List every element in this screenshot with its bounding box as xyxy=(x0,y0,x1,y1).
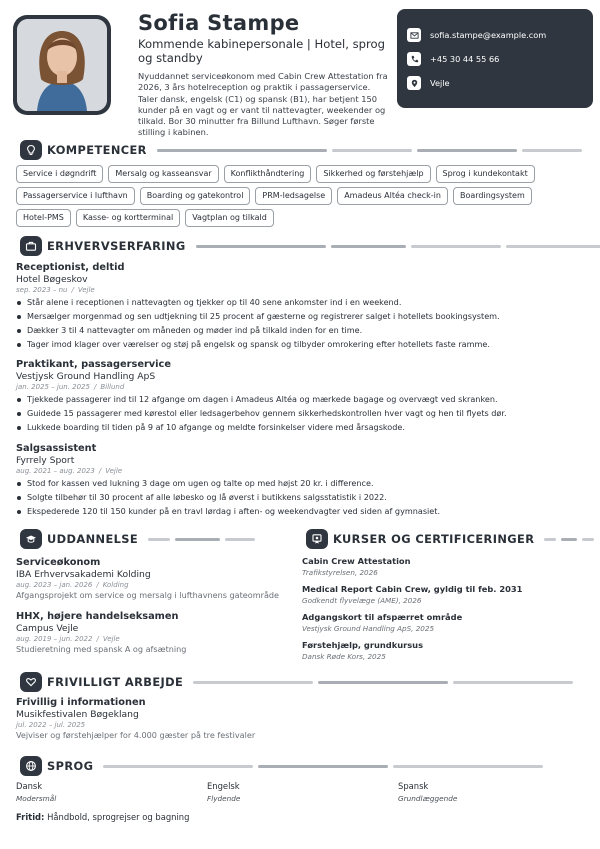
job-bullet: Solgte tilbehør til 30 procent af alle løbesko og lå øverst i butikkens salgsstatistik i 2022. xyxy=(16,491,586,505)
skill-chip: Sikkerhed og førstehjælp xyxy=(316,165,430,183)
course-title: Førstehjælp, grundkursus xyxy=(302,640,424,650)
skills-list xyxy=(16,165,581,227)
education-school: IBA Erhvervsakademi Kolding xyxy=(16,569,151,580)
course-title: Adgangskort til afspærret område xyxy=(302,612,463,622)
education-dates: aug. 2019 – jun. 2022 xyxy=(16,635,93,643)
education-entry xyxy=(16,557,286,600)
skill-chip: Mersalg og kasseansvar xyxy=(108,165,218,183)
section-divider xyxy=(148,538,290,540)
section-divider xyxy=(157,149,582,151)
job-bullet: Guidede 15 passagerer med kørestol eller ledsagerbehov gennem sikkerhedskontrollen hver vagt og hen til flyets dør. xyxy=(16,407,586,421)
candidate-name: Sofia Stampe xyxy=(138,11,300,35)
experience-entry xyxy=(16,262,586,352)
education-description: Afgangsprojekt om service og mersalg i lufthavnens gateområde xyxy=(16,590,280,600)
contact-phone: +45 30 44 55 66 xyxy=(430,54,500,64)
interests-text: Håndbold, sprogrejser og bagning xyxy=(47,812,190,822)
volunteer-description: Vejviser og førstehjælper for 4.000 gæster på tre festivaler xyxy=(16,730,256,740)
section-title-skills: KOMPETENCER xyxy=(47,143,147,157)
heart-hands-icon xyxy=(20,672,42,692)
language-level: Grundlæggende xyxy=(398,794,458,803)
job-title: Praktikant, passagerservice xyxy=(16,359,171,370)
section-divider xyxy=(103,765,580,767)
job-bullet: Stod for kassen ved lukning 3 dage om ugen og talte op med højst 20 kr. i difference. xyxy=(16,477,586,491)
contact-box xyxy=(397,9,593,108)
candidate-headline: Kommende kabinepersonale | Hotel, sprog og standby xyxy=(138,37,385,65)
education-place: Kolding xyxy=(102,581,129,589)
job-bullets xyxy=(16,393,586,435)
language-level: Flydende xyxy=(207,794,241,803)
job-bullet: Dækker 3 til 4 nattevagter om måneden og møder ind på tilkald inden for en time. xyxy=(16,324,586,338)
section-title-volunteer: FRIVILLIGT ARBEJDE xyxy=(47,675,184,689)
skill-chip: Kasse- og kortterminal xyxy=(76,209,180,227)
language-name: Spansk xyxy=(398,781,429,791)
profile-summary: Nyuddannet serviceøkonom med Cabin Crew Attestation fra 2026, 3 års hotelreception og praktik i passagerservice. Taler dansk, engelsk (C1) og spansk (B1), har betjent 150 kunder på en vagt og er vant til nattevagter, weekender og tilkald. Bor 30 minutter fra Billund Lufthavn. Søger første stilling i kabinen. xyxy=(138,71,388,138)
job-bullets xyxy=(16,296,586,352)
course-meta: Dansk Røde Kors, 2025 xyxy=(302,652,386,661)
job-bullet: Ekspederede 120 til 150 kunder på en travl lørdag i aften- og weekendvagter ved siden af gymnasiet. xyxy=(16,505,586,519)
course-meta: Vestjysk Ground Handling ApS, 2025 xyxy=(302,624,435,633)
job-bullet: Lukkede boarding til tiden på 9 af 10 afgange og meldte forsinkelser videre med årsagskode. xyxy=(16,421,586,435)
contact-location: Vejle xyxy=(430,78,450,88)
job-place: Vejle xyxy=(77,286,95,294)
education-description: Studieretning med spansk A og afsætning xyxy=(16,644,187,654)
graduation-cap-icon xyxy=(20,529,42,549)
education-meta: aug. 2019 – jun. 2022 / Vejle xyxy=(16,635,120,643)
education-title: HHX, højere handelseksamen xyxy=(16,611,179,622)
language-name: Dansk xyxy=(16,781,43,791)
phone-icon xyxy=(407,52,421,66)
job-employer: Fyrrely Sport xyxy=(16,455,75,466)
job-place: Billund xyxy=(100,383,125,391)
education-entry xyxy=(16,611,286,654)
section-divider xyxy=(544,538,594,540)
course-entry xyxy=(302,612,582,633)
education-meta: aug. 2023 – jan. 2026 / Kolding xyxy=(16,581,129,589)
portrait-image xyxy=(17,19,107,111)
volunteer-title: Frivillig i informationen xyxy=(16,697,146,708)
section-divider xyxy=(196,245,600,247)
education-title: Serviceøkonom xyxy=(16,557,101,568)
section-title-languages: SPROG xyxy=(47,759,94,773)
course-title: Medical Report Cabin Crew, gyldig til feb. 2031 xyxy=(302,584,523,594)
course-meta: Godkendt flyvelæge (AME), 2026 xyxy=(302,596,422,605)
language-entry xyxy=(207,781,240,803)
envelope-icon xyxy=(407,28,421,42)
language-entry xyxy=(398,781,457,803)
education-school: Campus Vejle xyxy=(16,623,79,634)
volunteer-dates: jul. 2022 – jul. 2025 xyxy=(16,721,86,729)
job-dates: aug. 2021 – aug. 2023 xyxy=(16,467,95,475)
language-entry xyxy=(16,781,56,803)
job-bullet: Tager imod klager over værelser og støj på engelsk og spansk og tilbyder omrokering efter hotellets faste ramme. xyxy=(16,338,586,352)
job-bullet: Står alene i receptionen i nattevagten og tjekker op til 40 sene ankomster ind i en weekend. xyxy=(16,296,586,310)
interests-line xyxy=(16,812,189,822)
section-divider xyxy=(193,681,580,683)
skill-chip: Boarding og gatekontrol xyxy=(140,187,251,205)
job-meta: aug. 2021 – aug. 2023 / Vejle xyxy=(16,467,123,475)
skill-chip: Sprog i kundekontakt xyxy=(436,165,535,183)
job-title: Receptionist, deltid xyxy=(16,262,125,273)
section-header-skills xyxy=(20,140,580,160)
job-title: Salgsassistent xyxy=(16,443,97,454)
profile-photo xyxy=(17,19,107,111)
job-bullet: Mersælger morgenmad og sen udtjekning til 25 procent af gæsterne og registrerer salget i hotellets bookingsystem. xyxy=(16,310,586,324)
job-meta: jan. 2025 – jun. 2025 / Billund xyxy=(16,383,125,391)
education-place: Vejle xyxy=(102,635,120,643)
job-dates: jan. 2025 – jun. 2025 xyxy=(16,383,90,391)
section-title-experience: ERHVERVSERFARING xyxy=(47,239,186,253)
skill-chip: Passagerservice i lufthavn xyxy=(16,187,135,205)
location-pin-icon xyxy=(407,76,421,90)
language-level: Modersmål xyxy=(16,794,57,803)
section-header-volunteer xyxy=(20,672,580,692)
skill-chip: Amadeus Altéa check-in xyxy=(337,187,448,205)
course-meta: Trafikstyrelsen, 2026 xyxy=(302,568,378,577)
job-bullet: Tjekkede passagerer ind til 12 afgange om dagen i Amadeus Altéa og mærkede bagage og overvægt ved skranken. xyxy=(16,393,586,407)
course-title: Cabin Crew Attestation xyxy=(302,556,411,566)
education-dates: aug. 2023 – jan. 2026 xyxy=(16,581,93,589)
job-bullets xyxy=(16,477,586,519)
section-header-education xyxy=(20,529,290,549)
profile-photo-frame xyxy=(13,15,111,115)
contact-location-row xyxy=(407,71,583,95)
job-dates: sep. 2023 – nu xyxy=(16,286,68,294)
job-employer: Vestjysk Ground Handling ApS xyxy=(16,371,156,382)
certificate-icon xyxy=(306,529,328,549)
skill-chip: Hotel-PMS xyxy=(16,209,71,227)
globe-icon xyxy=(20,756,42,776)
section-title-education: UDDANNELSE xyxy=(47,532,139,546)
contact-phone-row[interactable] xyxy=(407,47,583,71)
job-place: Vejle xyxy=(105,467,123,475)
experience-entry xyxy=(16,443,586,519)
skill-chip: Vagtplan og tilkald xyxy=(185,209,274,227)
skill-chip: PRM-ledsagelse xyxy=(255,187,332,205)
skill-chip: Service i døgndrift xyxy=(16,165,103,183)
contact-email: sofia.stampe@example.com xyxy=(430,30,547,40)
briefcase-icon xyxy=(20,236,42,256)
section-title-courses: KURSER OG CERTIFICERINGER xyxy=(333,532,535,546)
section-header-courses xyxy=(306,529,580,549)
course-entry xyxy=(302,640,582,661)
volunteer-organization: Musikfestivalen Bøgeklang xyxy=(16,709,139,720)
interests-label: Fritid: xyxy=(16,812,45,822)
experience-entry xyxy=(16,359,586,435)
skill-chip: Konflikthåndtering xyxy=(224,165,312,183)
course-entry xyxy=(302,584,582,605)
course-entry xyxy=(302,556,582,577)
skill-chip: Boardingsystem xyxy=(453,187,532,205)
volunteer-entry xyxy=(16,697,586,740)
language-name: Engelsk xyxy=(207,781,240,791)
section-header-experience xyxy=(20,236,580,256)
job-meta: sep. 2023 – nu / Vejle xyxy=(16,286,95,294)
section-header-languages xyxy=(20,756,580,776)
contact-email-row[interactable] xyxy=(407,23,583,47)
lightbulb-icon xyxy=(20,140,42,160)
job-employer: Hotel Bøgeskov xyxy=(16,274,88,285)
